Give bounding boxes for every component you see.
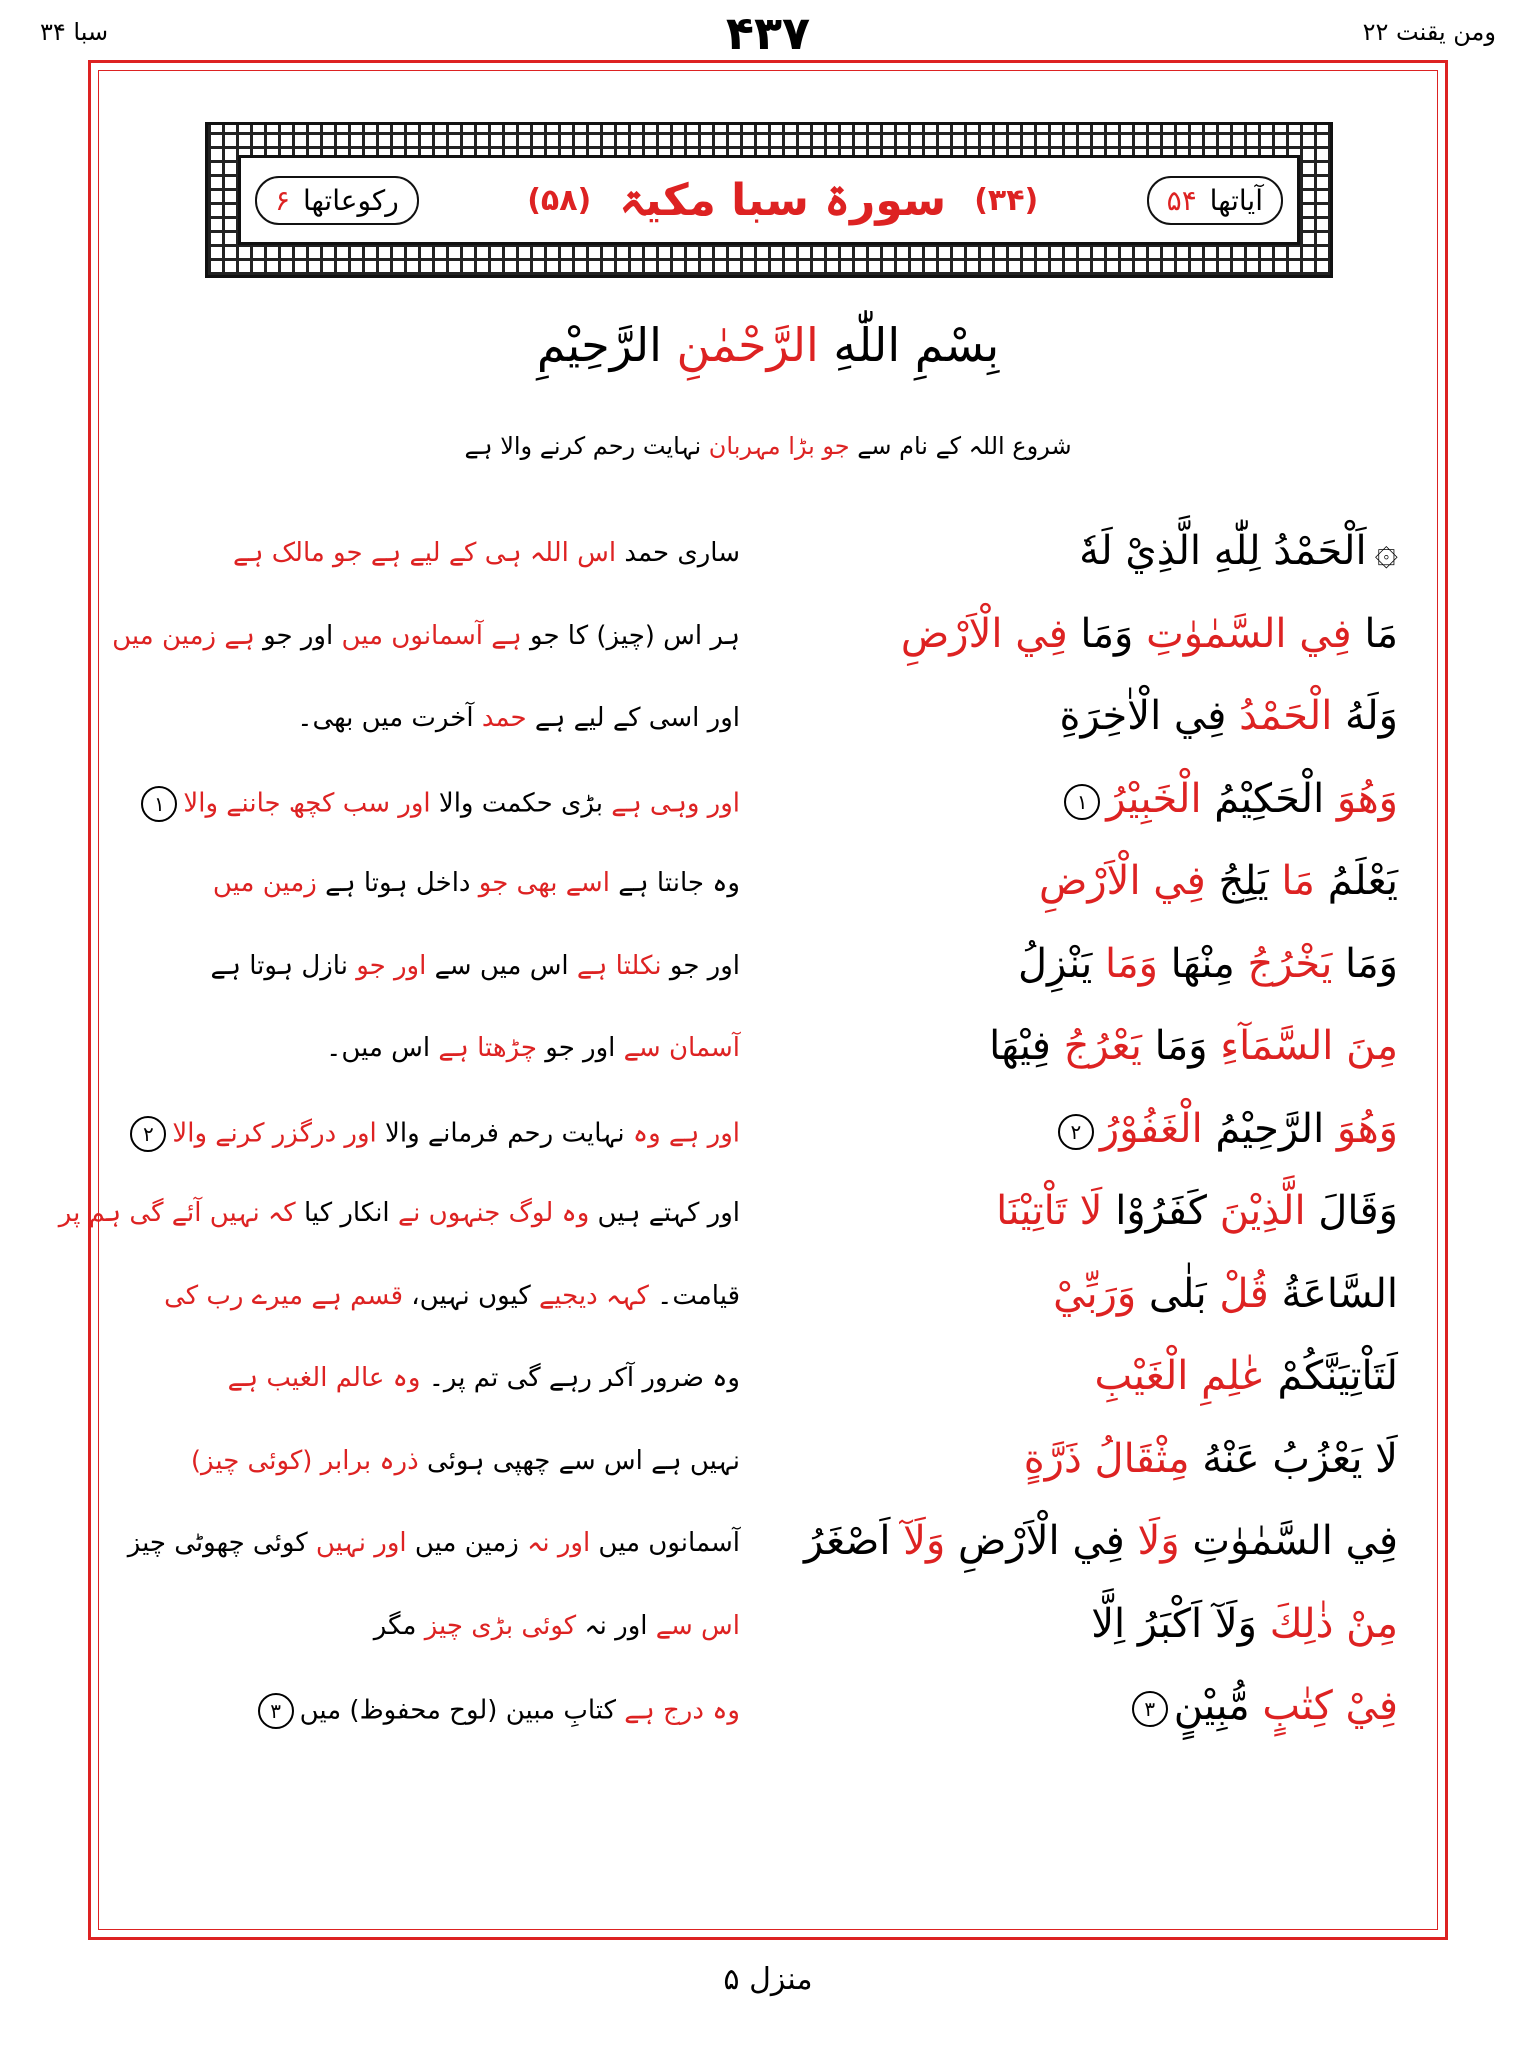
arabic-segment: الْغَفُوْرُ	[1099, 1105, 1203, 1152]
surah-banner-inner	[238, 155, 1300, 245]
arabic-segment: قُلْ	[1219, 1270, 1269, 1317]
bismillah-part2: الرَّحْمٰنِ	[676, 318, 819, 372]
arabic-segment: فِي الْاٰخِرَةِ	[1059, 693, 1240, 739]
arabic-text	[758, 1188, 1398, 1234]
urdu-segment: قسم ہے میرے رب کی	[164, 1280, 403, 1311]
verse-line	[0, 1106, 1536, 1196]
urdu-segment: زمین میں	[212, 868, 317, 898]
arabic-segment: وَمَا	[1332, 940, 1398, 987]
arabic-segment: لَا تَاْتِيْنَا	[996, 1188, 1103, 1234]
arabic-segment: مِنْ ذٰلِكَ	[1269, 1600, 1398, 1647]
arabic-segment: وَلَا	[1137, 1518, 1180, 1564]
urdu-segment: مگر	[373, 1610, 425, 1641]
urdu-segment: اور اسی کے لیے ہے	[526, 703, 740, 733]
urdu-segment: وہ جانتا ہے	[609, 868, 740, 898]
urdu-segment: کوئی چھوٹی چیز	[127, 1528, 316, 1558]
translation-ayah-number-marker: ۱	[141, 786, 177, 822]
urdu-translation	[150, 1611, 740, 1641]
urdu-segment: ذرہ برابر (کوئی چیز)	[190, 1445, 419, 1476]
urdu-segment: اور کہتے ہیں	[589, 1198, 740, 1228]
page-number: ۴۳۷	[725, 6, 811, 60]
arabic-segment: بَلٰى	[1136, 1270, 1220, 1317]
urdu-translation	[112, 620, 740, 651]
urdu-segment: حمد	[481, 703, 527, 733]
urdu-segment: انکار کیا	[295, 1198, 398, 1228]
arabic-segment: وَمَا	[1105, 940, 1158, 987]
arabic-segment: مُّبِيْنٍ	[1173, 1683, 1263, 1729]
urdu-segment: کوئی بڑی چیز	[424, 1610, 577, 1641]
verse-line	[0, 1271, 1536, 1361]
bismillah-translation-part3: نہایت رحم کرنے والا ہے	[464, 432, 702, 460]
ayah-number-marker: ۱	[1064, 784, 1100, 820]
arabic-segment: مِثْقَالُ ذَرَّةٍ	[1023, 1435, 1190, 1482]
arabic-segment: وَمَا	[1141, 1023, 1221, 1069]
arabic-segment: وَقَالَ	[1305, 1188, 1398, 1234]
arabic-segment: مِنَ السَّمَآءِ	[1220, 1023, 1398, 1069]
ruku-count-cartouche	[255, 176, 419, 225]
verse-line	[0, 1353, 1536, 1443]
arabic-segment: وَمَا	[1067, 610, 1147, 657]
urdu-segment: اور جو	[661, 950, 740, 981]
arabic-segment: لَتَاْتِيَنَّكُمْ	[1264, 1353, 1398, 1399]
translation-ayah-number-marker: ۳	[258, 1693, 294, 1729]
translation-ayah-number-marker: ۲	[130, 1116, 166, 1152]
arabic-text	[758, 693, 1398, 739]
urdu-segment: اور درگزر کرنے والا	[172, 1118, 377, 1148]
arabic-segment: مَا	[1281, 858, 1315, 904]
arabic-segment: وَلَآ	[903, 1518, 946, 1564]
header-surah-name: سبا ۳۴	[40, 18, 109, 46]
urdu-segment: زمین میں	[406, 1528, 528, 1558]
arabic-segment: الْخَبِيْرُ	[1106, 775, 1202, 822]
urdu-segment: آسمان سے	[623, 1033, 740, 1063]
arabic-segment: السَّاعَةُ	[1268, 1270, 1398, 1317]
urdu-segment: وہ ضرور آکر رہے گی تم پر۔	[420, 1363, 740, 1393]
bismillah-translation-part1: شروع اللہ کے نام سے	[857, 432, 1072, 460]
urdu-segment: ہر اس (چیز) کا جو	[521, 620, 740, 651]
verse-line	[0, 858, 1536, 948]
arabic-segment: يَنْزِلُ	[1017, 940, 1105, 987]
bismillah	[0, 318, 1536, 372]
arabic-segment: مِنْهَا	[1157, 940, 1248, 987]
verse-line	[0, 611, 1536, 701]
urdu-segment: اسے بھی جو	[478, 868, 610, 898]
verse-line	[0, 776, 1536, 866]
bismillah-translation-part2: جو بڑا مہربان	[708, 432, 850, 460]
arabic-segment: الْحَكِيْمُ	[1201, 775, 1337, 822]
arabic-text	[758, 776, 1398, 822]
urdu-segment: اور وہی ہے	[611, 788, 740, 818]
urdu-segment: کتابِ مبین (لوح محفوظ) میں	[299, 1695, 625, 1726]
urdu-segment: اور نہ	[576, 1610, 656, 1641]
verse-line	[0, 1436, 1536, 1526]
arabic-segment: يَعْرُجُ	[1063, 1023, 1142, 1069]
urdu-segment: اور نہ	[527, 1528, 591, 1558]
bismillah-part3: الرَّحِيْمِ	[536, 318, 662, 372]
ayat-count-cartouche	[1147, 176, 1283, 225]
arabic-segment: اَصْغَرُ	[804, 1518, 904, 1564]
arabic-segment: فِي الْاَرْضِ	[900, 610, 1068, 657]
urdu-segment: کیوں نہیں،	[403, 1280, 540, 1311]
arabic-segment: عٰلِمِ الْغَيْبِ	[1094, 1353, 1265, 1399]
urdu-translation	[150, 538, 740, 568]
arabic-segment: لَا يَعْزُبُ عَنْهُ	[1189, 1435, 1398, 1482]
verse-line	[0, 941, 1536, 1031]
arabic-segment: وَلَآ اَكْبَرُ اِلَّا	[1091, 1600, 1270, 1647]
arabic-segment: يَلِجُ	[1205, 858, 1282, 904]
verse-line	[0, 1601, 1536, 1691]
bismillah-translation	[0, 432, 1536, 460]
surah-number: (۳۴)	[974, 182, 1039, 218]
arabic-text	[758, 1601, 1398, 1647]
urdu-segment: اور نہیں	[315, 1528, 407, 1558]
urdu-segment: اور جو	[254, 620, 342, 651]
arabic-segment: يَخْرُجُ	[1247, 940, 1333, 987]
verse-line	[0, 1683, 1536, 1773]
urdu-segment: آخرت میں بھی۔	[297, 703, 482, 733]
arabic-segment: وَهُوَ	[1336, 1105, 1398, 1152]
urdu-segment: داخل ہوتا ہے	[316, 868, 479, 898]
ayah-number-marker: ۲	[1058, 1114, 1094, 1150]
arabic-text	[758, 941, 1398, 987]
arabic-segment: فِيْ كِتٰبٍ	[1262, 1683, 1398, 1729]
arabic-text	[758, 1518, 1398, 1564]
arabic-segment: الْحَمْدُ	[1239, 693, 1333, 739]
urdu-segment: اس میں سے	[426, 950, 577, 981]
urdu-segment: ہے زمین میں	[112, 620, 255, 651]
verse-line	[0, 693, 1536, 783]
arabic-segment: فِي الْاَرْضِ	[945, 1518, 1138, 1564]
arabic-segment: فِي السَّمٰوٰتِ	[1146, 610, 1352, 657]
bismillah-part1: بِسْمِ اللّٰهِ	[833, 318, 1000, 372]
urdu-translation	[150, 1033, 740, 1063]
arabic-segment: الَّذِيْنَ	[1219, 1188, 1306, 1234]
urdu-segment: اس میں۔	[326, 1033, 439, 1063]
ayah-number-marker: ۳	[1132, 1691, 1168, 1727]
urdu-translation	[58, 1198, 740, 1228]
ruku-flower-icon: ۞	[1374, 528, 1398, 574]
urdu-segment: آسمانوں میں	[590, 1528, 740, 1558]
urdu-segment: بڑی حکمت والا	[430, 788, 612, 818]
urdu-segment: نکلتا ہے	[576, 950, 662, 981]
urdu-translation	[127, 1528, 740, 1558]
urdu-segment: قیامت۔	[648, 1280, 740, 1311]
urdu-segment: ساری حمد	[616, 538, 740, 568]
urdu-segment: نہایت رحم فرمانے والا	[376, 1118, 633, 1148]
surah-banner	[205, 122, 1333, 278]
arabic-text	[758, 611, 1398, 657]
arabic-text	[758, 528, 1398, 574]
arabic-text	[758, 1023, 1398, 1069]
urdu-segment: نازل ہوتا ہے	[210, 950, 357, 981]
arabic-segment: الرَّحِيْمُ	[1202, 1105, 1337, 1152]
arabic-segment: فِي الْاَرْضِ	[1038, 858, 1206, 904]
header-juz-name: ومن يقنت ۲۲	[1362, 18, 1496, 46]
urdu-translation	[150, 703, 740, 733]
ruku-count: ۶	[275, 183, 291, 217]
arabic-segment: فِيْهَا	[989, 1023, 1064, 1069]
arabic-segment: فِي السَّمٰوٰتِ	[1179, 1518, 1398, 1564]
ruku-label: رکوعاتھا	[302, 183, 399, 217]
urdu-segment: وہ لوگ جنہوں نے	[397, 1198, 590, 1228]
urdu-translation	[150, 1281, 740, 1311]
urdu-translation	[150, 1693, 740, 1729]
urdu-segment: کہہ دیجیے	[539, 1280, 649, 1311]
urdu-translation	[150, 868, 740, 898]
urdu-segment: اور ہے وہ	[632, 1118, 740, 1148]
arabic-segment: اَلْحَمْدُ لِلّٰهِ الَّذِيْ لَهٗ	[1079, 528, 1367, 574]
verse-line	[0, 1188, 1536, 1278]
arabic-text	[758, 1271, 1398, 1317]
urdu-segment: اور سب کچھ جاننے والا	[183, 788, 431, 818]
ayat-count: ۵۴	[1166, 183, 1197, 217]
arabic-segment: يَعْلَمُ	[1314, 858, 1398, 904]
arabic-segment: وَلَهُ	[1332, 693, 1398, 739]
urdu-segment: وہ درج ہے	[624, 1695, 740, 1726]
arabic-text	[758, 1683, 1398, 1729]
urdu-segment: کہ نہیں آئے گی ہم پر	[58, 1198, 296, 1228]
revelation-order: (۵۸)	[527, 182, 592, 218]
urdu-segment: اس سے	[655, 1610, 740, 1641]
arabic-segment: مَا	[1351, 610, 1398, 657]
verse-line	[0, 1518, 1536, 1608]
verse-line	[0, 528, 1536, 618]
arabic-text	[758, 1436, 1398, 1482]
arabic-text	[758, 1353, 1398, 1399]
urdu-translation	[143, 1116, 740, 1152]
urdu-translation	[150, 786, 740, 822]
urdu-segment: ہے آسمانوں میں	[341, 620, 522, 651]
ayat-label: آیاتھا	[1209, 183, 1263, 217]
arabic-segment: وَهُوَ	[1336, 775, 1398, 822]
urdu-segment: اس اللہ ہی کے لیے ہے جو مالک ہے	[233, 538, 617, 568]
verse-line	[0, 1023, 1536, 1113]
urdu-translation	[150, 951, 740, 981]
arabic-segment: كَفَرُوْا	[1102, 1188, 1220, 1234]
urdu-segment: اور جو	[537, 1033, 624, 1063]
arabic-text	[758, 1106, 1398, 1152]
arabic-segment: وَرَبِّيْ	[1053, 1270, 1137, 1317]
arabic-text	[758, 858, 1398, 904]
manzil-footer: منزل ۵	[723, 1962, 813, 1997]
urdu-translation	[150, 1446, 740, 1476]
urdu-segment: چڑھتا ہے	[438, 1033, 538, 1063]
urdu-segment: نہیں ہے اس سے چھپی ہوئی	[418, 1445, 740, 1476]
surah-title: سورۃ سبا مکیۃ	[619, 174, 947, 226]
urdu-segment: اور جو	[356, 950, 427, 981]
surah-heading	[527, 175, 1038, 226]
urdu-segment: وہ عالم الغیب ہے	[227, 1363, 421, 1393]
urdu-translation	[150, 1363, 740, 1393]
